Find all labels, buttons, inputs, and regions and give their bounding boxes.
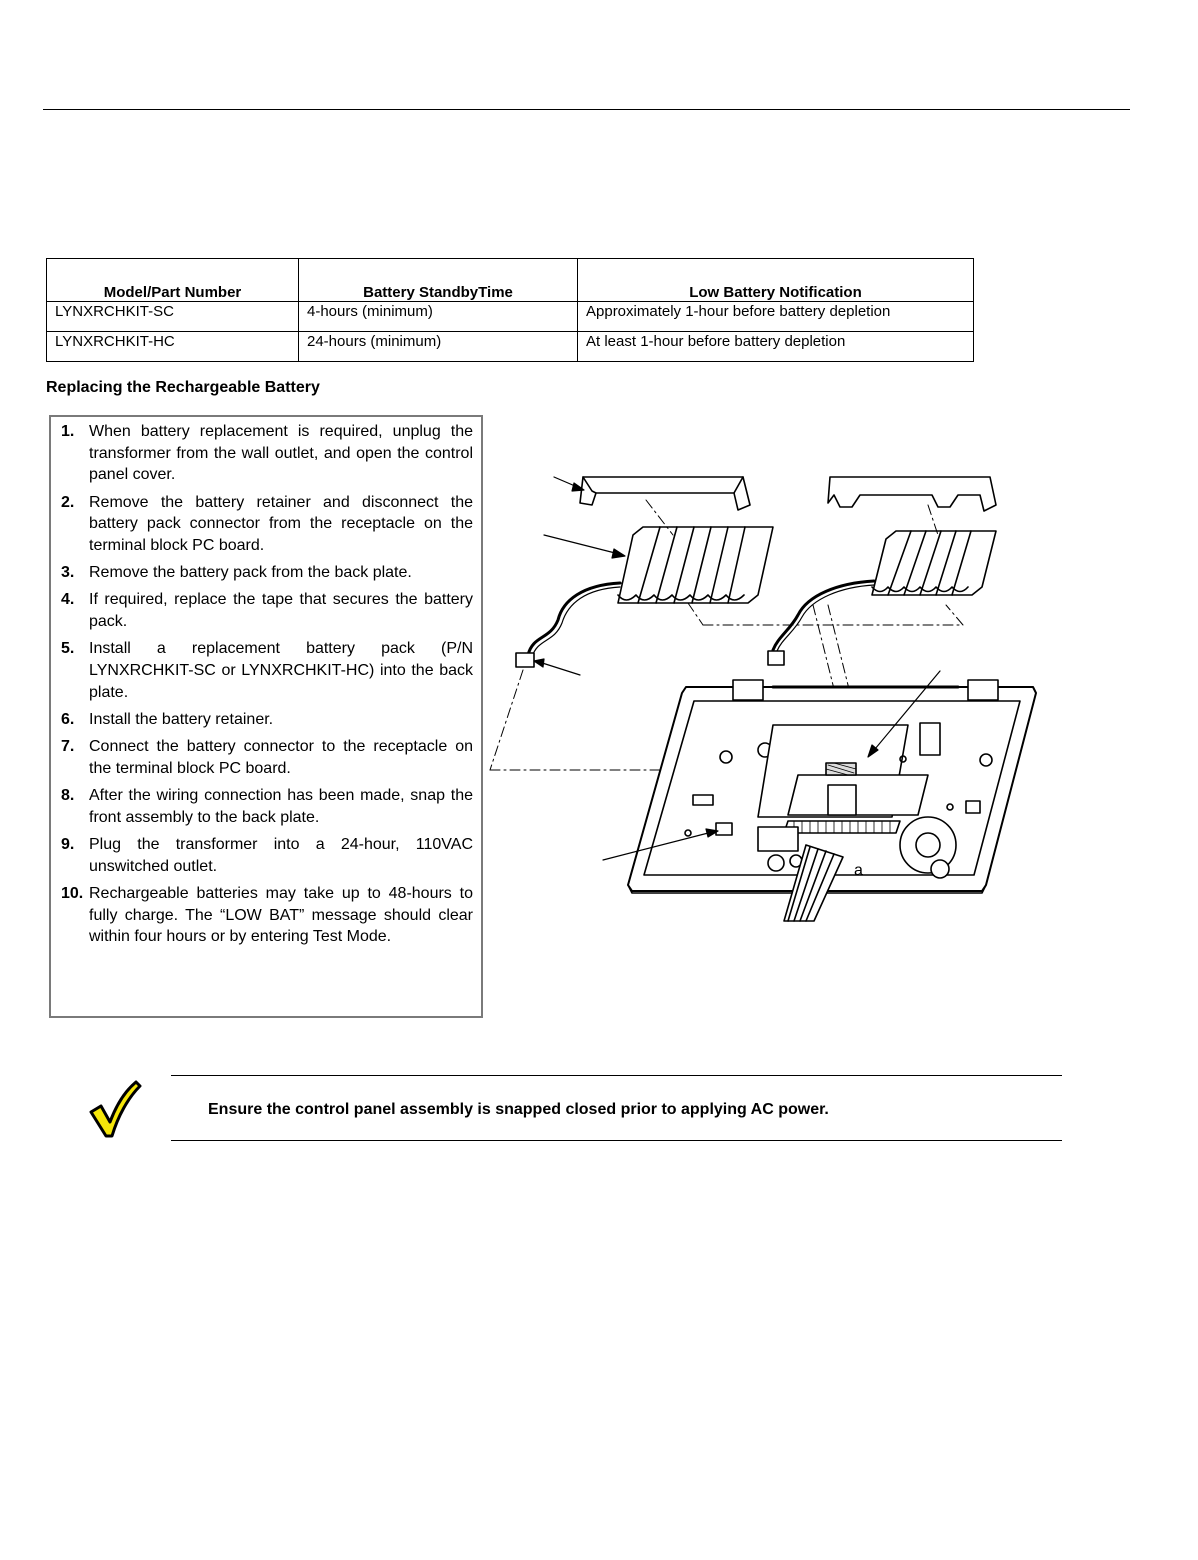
board-marking: a (854, 862, 863, 879)
step-number: 8. (61, 787, 75, 805)
steps-list (61, 421, 473, 953)
note-rule-bottom (171, 1140, 1062, 1141)
battery-pack-left (618, 527, 773, 603)
column-header-model: Model/Part Number (47, 259, 299, 302)
step-number: 3. (61, 564, 75, 582)
table-header-row (47, 259, 974, 302)
step-number: 4. (61, 591, 75, 609)
column-header-standby: Battery StandbyTime (299, 259, 578, 302)
battery-retainer-right (828, 477, 996, 511)
list-item (61, 883, 473, 948)
cell-model: LYNXRCHKIT-HC (47, 332, 299, 362)
cell-model: LYNXRCHKIT-SC (47, 302, 299, 332)
list-item (61, 492, 473, 557)
list-item (61, 421, 473, 486)
list-item (61, 834, 473, 877)
list-item (61, 785, 473, 828)
step-text: Rechargeable batteries may take up to 48-hours to fully charge. The “LOW BAT” message should clear within four hours or by entering Test Mode. (89, 884, 473, 946)
step-text: Plug the transformer into a 24-hour, 110VAC unswitched outlet. (89, 835, 473, 875)
list-item (61, 589, 473, 632)
step-text: After the wiring connection has been made, snap the front assembly to the back plate. (89, 787, 473, 826)
step-number: 10. (61, 884, 84, 902)
section-title: Replacing the Rechargeable Battery (46, 379, 320, 396)
cell-standby: 4-hours (minimum) (299, 302, 578, 332)
step-number: 6. (61, 710, 75, 728)
step-text: When battery replacement is required, unplug the transformer from the wall outlet, and open the control panel cover. (89, 423, 473, 484)
list-item (61, 562, 473, 584)
step-text: Connect the battery connector to the receptacle on the terminal block PC board. (89, 738, 473, 777)
battery-retainer-left (580, 477, 750, 510)
battery-spec-table (46, 258, 974, 362)
step-text: If required, replace the tape that secures the battery pack. (89, 591, 473, 631)
step-text: Remove the battery retainer and disconnect the battery pack connector from the receptacle on the terminal block PC board. (89, 493, 473, 555)
list-item (61, 736, 473, 779)
step-text: Install the battery retainer. (89, 710, 274, 728)
list-item (61, 638, 473, 703)
step-number: 5. (61, 640, 75, 658)
battery-pack-right (872, 531, 996, 595)
step-number: 9. (61, 835, 75, 853)
step-text: Remove the battery pack from the back plate. (89, 564, 412, 582)
column-header-notification: Low Battery Notification (578, 259, 974, 302)
cell-standby: 24-hours (minimum) (299, 332, 578, 362)
table-row (47, 332, 974, 362)
header-rule (43, 109, 1130, 110)
step-number: 2. (61, 493, 75, 511)
note-rule-top (171, 1075, 1062, 1076)
battery-installation-diagram (488, 465, 1048, 930)
list-item (61, 709, 473, 731)
step-number: 7. (61, 738, 75, 756)
steps-box (49, 415, 483, 1018)
checkmark-icon (86, 1078, 142, 1140)
step-text: Install a replacement battery pack (P/N LYNXRCHKIT-SC or LYNXRCHKIT-HC) into the back plate. (89, 640, 473, 701)
note-text: Ensure the control panel assembly is snapped closed prior to applying AC power. (208, 1101, 829, 1118)
step-number: 1. (61, 423, 75, 440)
cell-notification: At least 1-hour before battery depletion (578, 332, 974, 362)
table-row (47, 302, 974, 332)
cell-notification: Approximately 1-hour before battery depletion (578, 302, 974, 332)
